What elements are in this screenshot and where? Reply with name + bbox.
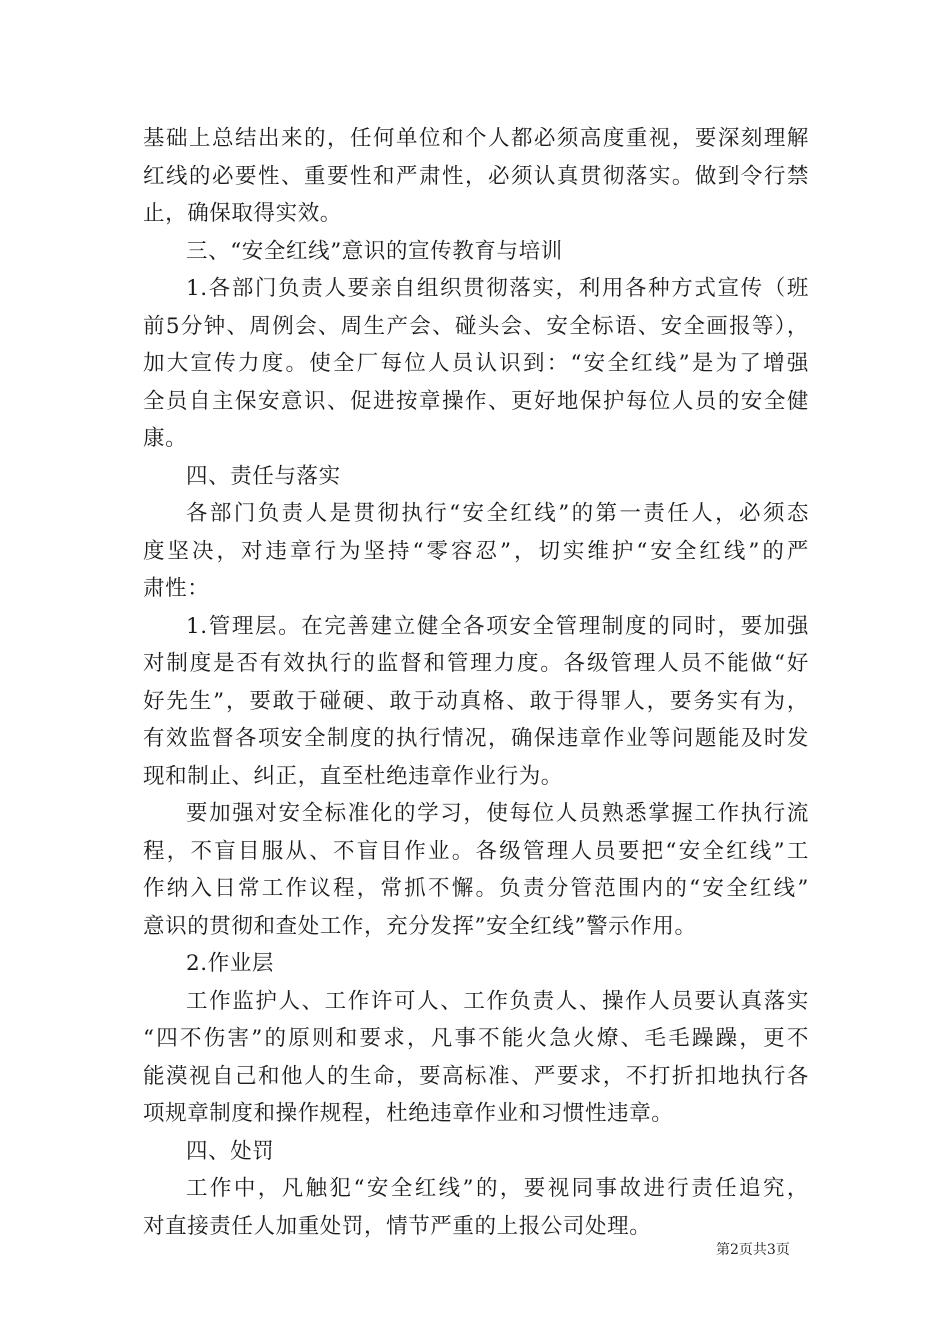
text-line: 三、“安全红线”意识的宣传教育与培训 bbox=[186, 238, 563, 264]
text-line: 1.各部门负责人要亲自组织贯彻落实，利用各种方式宣传（班 bbox=[186, 276, 809, 301]
text-line: 好先生”，要敢于碰硬、敢于动真格、敢于得罪人，要务实有为， bbox=[143, 688, 809, 714]
text-line: 前5分钟、周例会、周生产会、碰头会、安全标语、安全画报等）， bbox=[143, 313, 809, 339]
text-line: “四不伤害”的原则和要求，凡事不能火急火燎、毛毛躁躁，更不 bbox=[143, 1026, 809, 1051]
text-line: 对制度是否有效执行的监督和管理力度。各级管理人员不能做“好 bbox=[143, 651, 809, 676]
document-body bbox=[143, 120, 809, 1245]
text-line: 意识的贯彻和查处工作，充分发挥”安全红线”警示作用。 bbox=[143, 913, 697, 939]
text-line: 加大宣传力度。使全厂每位人员认识到：“安全红线”是为了增强 bbox=[143, 351, 809, 376]
text-line: 各部门负责人是贯彻执行“安全红线”的第一责任人，必须态 bbox=[186, 501, 809, 526]
page-number-footer: 第2页共3页 bbox=[716, 1242, 790, 1258]
text-line: 程，不盲目服从、不盲目作业。各级管理人员要把“安全红线”工 bbox=[143, 838, 809, 864]
text-line: 工作监护人、工作许可人、工作负责人、操作人员要认真落实 bbox=[186, 988, 809, 1014]
text-line: 基础上总结出来的，任何单位和个人都必须高度重视，要深刻理解 bbox=[143, 126, 809, 151]
text-line: 四、处罚 bbox=[186, 1138, 275, 1164]
text-line: 全员自主保安意识、促进按章操作、更好地保护每位人员的安全健 bbox=[143, 388, 809, 414]
text-line: 作纳入日常工作议程，常抓不懈。负责分管范围内的“安全红线” bbox=[143, 876, 809, 901]
text-line: 工作中，凡触犯“安全红线”的，要视同事故进行责任追究， bbox=[186, 1176, 809, 1201]
text-line: 止，确保取得实效。 bbox=[143, 201, 342, 226]
text-line: 2.作业层 bbox=[186, 951, 275, 976]
text-line: 康。 bbox=[143, 426, 188, 451]
text-line: 红线的必要性、重要性和严肃性，必须认真贯彻落实。做到令行禁 bbox=[143, 163, 809, 189]
text-line: 有效监督各项安全制度的执行情况，确保违章作业等问题能及时发 bbox=[143, 726, 809, 751]
text-line: 能漠视自己和他人的生命，要高标准、严要求，不打折扣地执行各 bbox=[143, 1063, 809, 1089]
text-line: 对直接责任人加重处罚，情节严重的上报公司处理。 bbox=[143, 1213, 652, 1239]
text-line: 四、责任与落实 bbox=[186, 463, 341, 489]
text-line: 现和制止、纠正，直至杜绝违章作业行为。 bbox=[143, 763, 563, 789]
text-line: 1.管理层。在完善建立健全各项安全管理制度的同时，要加强 bbox=[186, 613, 809, 639]
text-line: 要加强对安全标准化的学习，使每位人员熟悉掌握工作执行流 bbox=[186, 801, 809, 826]
text-line: 项规章制度和操作规程，杜绝违章作业和习惯性违章。 bbox=[143, 1101, 674, 1126]
text-line: 肃性： bbox=[143, 576, 210, 601]
text-line: 度坚决，对违章行为坚持“零容忍”，切实维护“安全红线”的严 bbox=[143, 538, 809, 564]
